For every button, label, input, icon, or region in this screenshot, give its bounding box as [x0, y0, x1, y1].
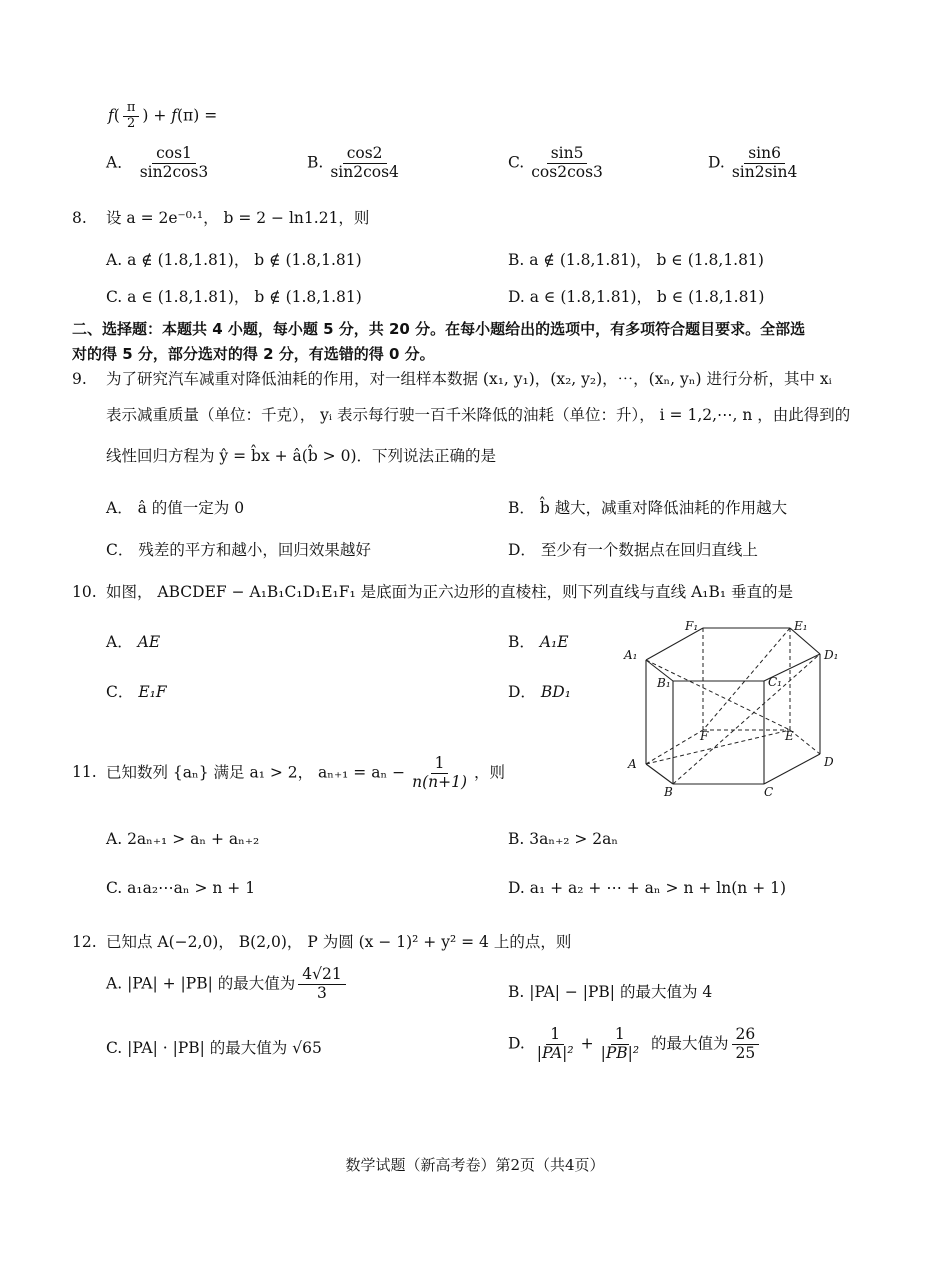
label-f: F — [700, 729, 709, 743]
label-f1: F₁ — [685, 619, 699, 633]
section2-heading-line2: 对的得 5 分，部分选对的得 2 分，有选错的得 0 分。 — [72, 345, 435, 363]
q9-option-b[interactable]: B． b̂ 越大，减重对降低油耗的作用越大 — [508, 499, 788, 517]
label-c1: C₁ — [768, 675, 782, 689]
q11-option-a[interactable]: A. 2aₙ₊₁ > aₙ + aₙ₊₂ — [106, 830, 260, 848]
label-a: A — [628, 757, 637, 771]
q10-option-b[interactable]: B． A₁E — [508, 633, 569, 651]
q9-stem-line1: 9. 为了研究汽车减重对降低油耗的作用，对一组样本数据 (x₁, y₁)，(x₂, y₂)，⋯，(xₙ, yₙ) 进行分析，其中 xᵢ — [72, 370, 832, 388]
label-e1: E₁ — [794, 619, 808, 633]
section2-heading-line1: 二、选择题：本题共 4 小题，每小题 5 分，共 20 分。在每小题给出的选项中，有多项符合题目要求。全部选 — [72, 320, 806, 338]
q10-option-c[interactable]: C． E₁F — [106, 683, 167, 701]
label-d1: D₁ — [824, 648, 839, 662]
q10-option-d[interactable]: D． BD₁ — [508, 683, 571, 701]
q7-option-d[interactable]: D. $\frac{\sin 6}{\sin 2\sin 4}$ — [708, 144, 798, 181]
segment-a1e — [646, 660, 790, 730]
q12-option-c[interactable]: C. |PA| · |PB| 的最大值为 √65 — [106, 1039, 322, 1057]
q8-stem: 8. 设 a = 2e⁻⁰·¹， b = 2 − ln1.21，则 — [72, 209, 370, 227]
q9-option-a[interactable]: A． â 的值一定为 0 — [106, 499, 245, 517]
q8-option-b[interactable]: B. a ∉ (1.8,1.81)， b ∈ (1.8,1.81) — [508, 251, 764, 269]
q9-stem-line3: 线性回归方程为 ŷ = b̂x + â(b̂ > 0)．下列说法正确的是 — [106, 447, 496, 465]
q11-stem: 11. 已知数列 {aₙ} 满足 a₁ > 2， aₙ₊₁ = aₙ − $\frac{1}{n(n+1)}$ ，则 — [72, 754, 506, 791]
segment-ae — [646, 730, 790, 764]
q12-option-a[interactable]: A. |PA| + |PB| 的最大值为 $\frac{4√21}{3}$ — [106, 966, 349, 1003]
edge-cd — [764, 754, 820, 784]
edge-ed — [790, 730, 820, 754]
label-e: E — [785, 729, 794, 743]
label-b1: B₁ — [657, 676, 671, 690]
segment-bd1 — [673, 654, 820, 784]
q11-option-d[interactable]: D. a₁ + a₂ + ⋯ + aₙ > n + ln(n + 1) — [508, 879, 787, 897]
q7-option-c[interactable]: C. $\frac{\sin 5}{\cos 2\cos 3}$ — [508, 144, 603, 181]
label-b: B — [664, 785, 673, 799]
q9-option-d[interactable]: D． 至少有一个数据点在回归直线上 — [508, 541, 758, 559]
q8-option-d[interactable]: D. a ∈ (1.8,1.81)， b ∈ (1.8,1.81) — [508, 288, 765, 306]
q9-stem-line2: 表示减重质量（单位：千克）， yᵢ 表示每行驶一百千米降低的油耗（单位：升）， i = 1,2,⋯, n ，由此得到的 — [106, 406, 851, 424]
q7-option-b[interactable]: B. $\frac{\cos 2}{\sin 2\cos 4}$ — [307, 144, 399, 181]
q8-option-c[interactable]: C. a ∈ (1.8,1.81)， b ∉ (1.8,1.81) — [106, 288, 362, 306]
q12-stem: 12. 已知点 A(−2,0)， B(2,0)， P 为圆 (x − 1)² + y² = 4 上的点，则 — [72, 933, 572, 951]
q9-option-c[interactable]: C． 残差的平方和越小，回归效果越好 — [106, 541, 371, 559]
label-c: C — [764, 785, 774, 799]
q7-option-a[interactable]: A． $\frac{\cos 1}{\sin 2\cos 3}$ — [106, 144, 209, 181]
q8-option-a[interactable]: A. a ∉ (1.8,1.81)， b ∉ (1.8,1.81) — [106, 251, 362, 269]
q12-option-d[interactable]: D. $\frac{1}{\text{|PA|²}}$ + $\frac{1}{\text{|PB|²}}$ 的最大值为 $\frac{26}{25}$ — [508, 1026, 762, 1063]
label-a1: A₁ — [624, 648, 638, 662]
q10-option-a[interactable]: A． AE — [106, 633, 161, 651]
q11-option-c[interactable]: C. a₁a₂⋯aₙ > n + 1 — [106, 879, 256, 897]
hexagonal-prism-figure — [620, 612, 845, 802]
q10-stem: 10. 如图， ABCDEF − A₁B₁C₁D₁E₁F₁ 是底面为正六边形的直棱柱，则下列直线与直线 A₁B₁ 垂直的是 — [72, 583, 794, 601]
edge-ab — [646, 764, 673, 784]
page-footer: 数学试题（新高考卷）第2页（共4页） — [345, 1156, 605, 1174]
q7-expression: f( $\frac{\pi}{2}$ ) + f(π) = — [108, 100, 218, 131]
q11-option-b[interactable]: B. 3aₙ₊₂ > 2aₙ — [508, 830, 619, 848]
label-d: D — [824, 755, 834, 769]
edge-af — [646, 730, 703, 764]
q12-option-b[interactable]: B. |PA| − |PB| 的最大值为 4 — [508, 983, 713, 1001]
